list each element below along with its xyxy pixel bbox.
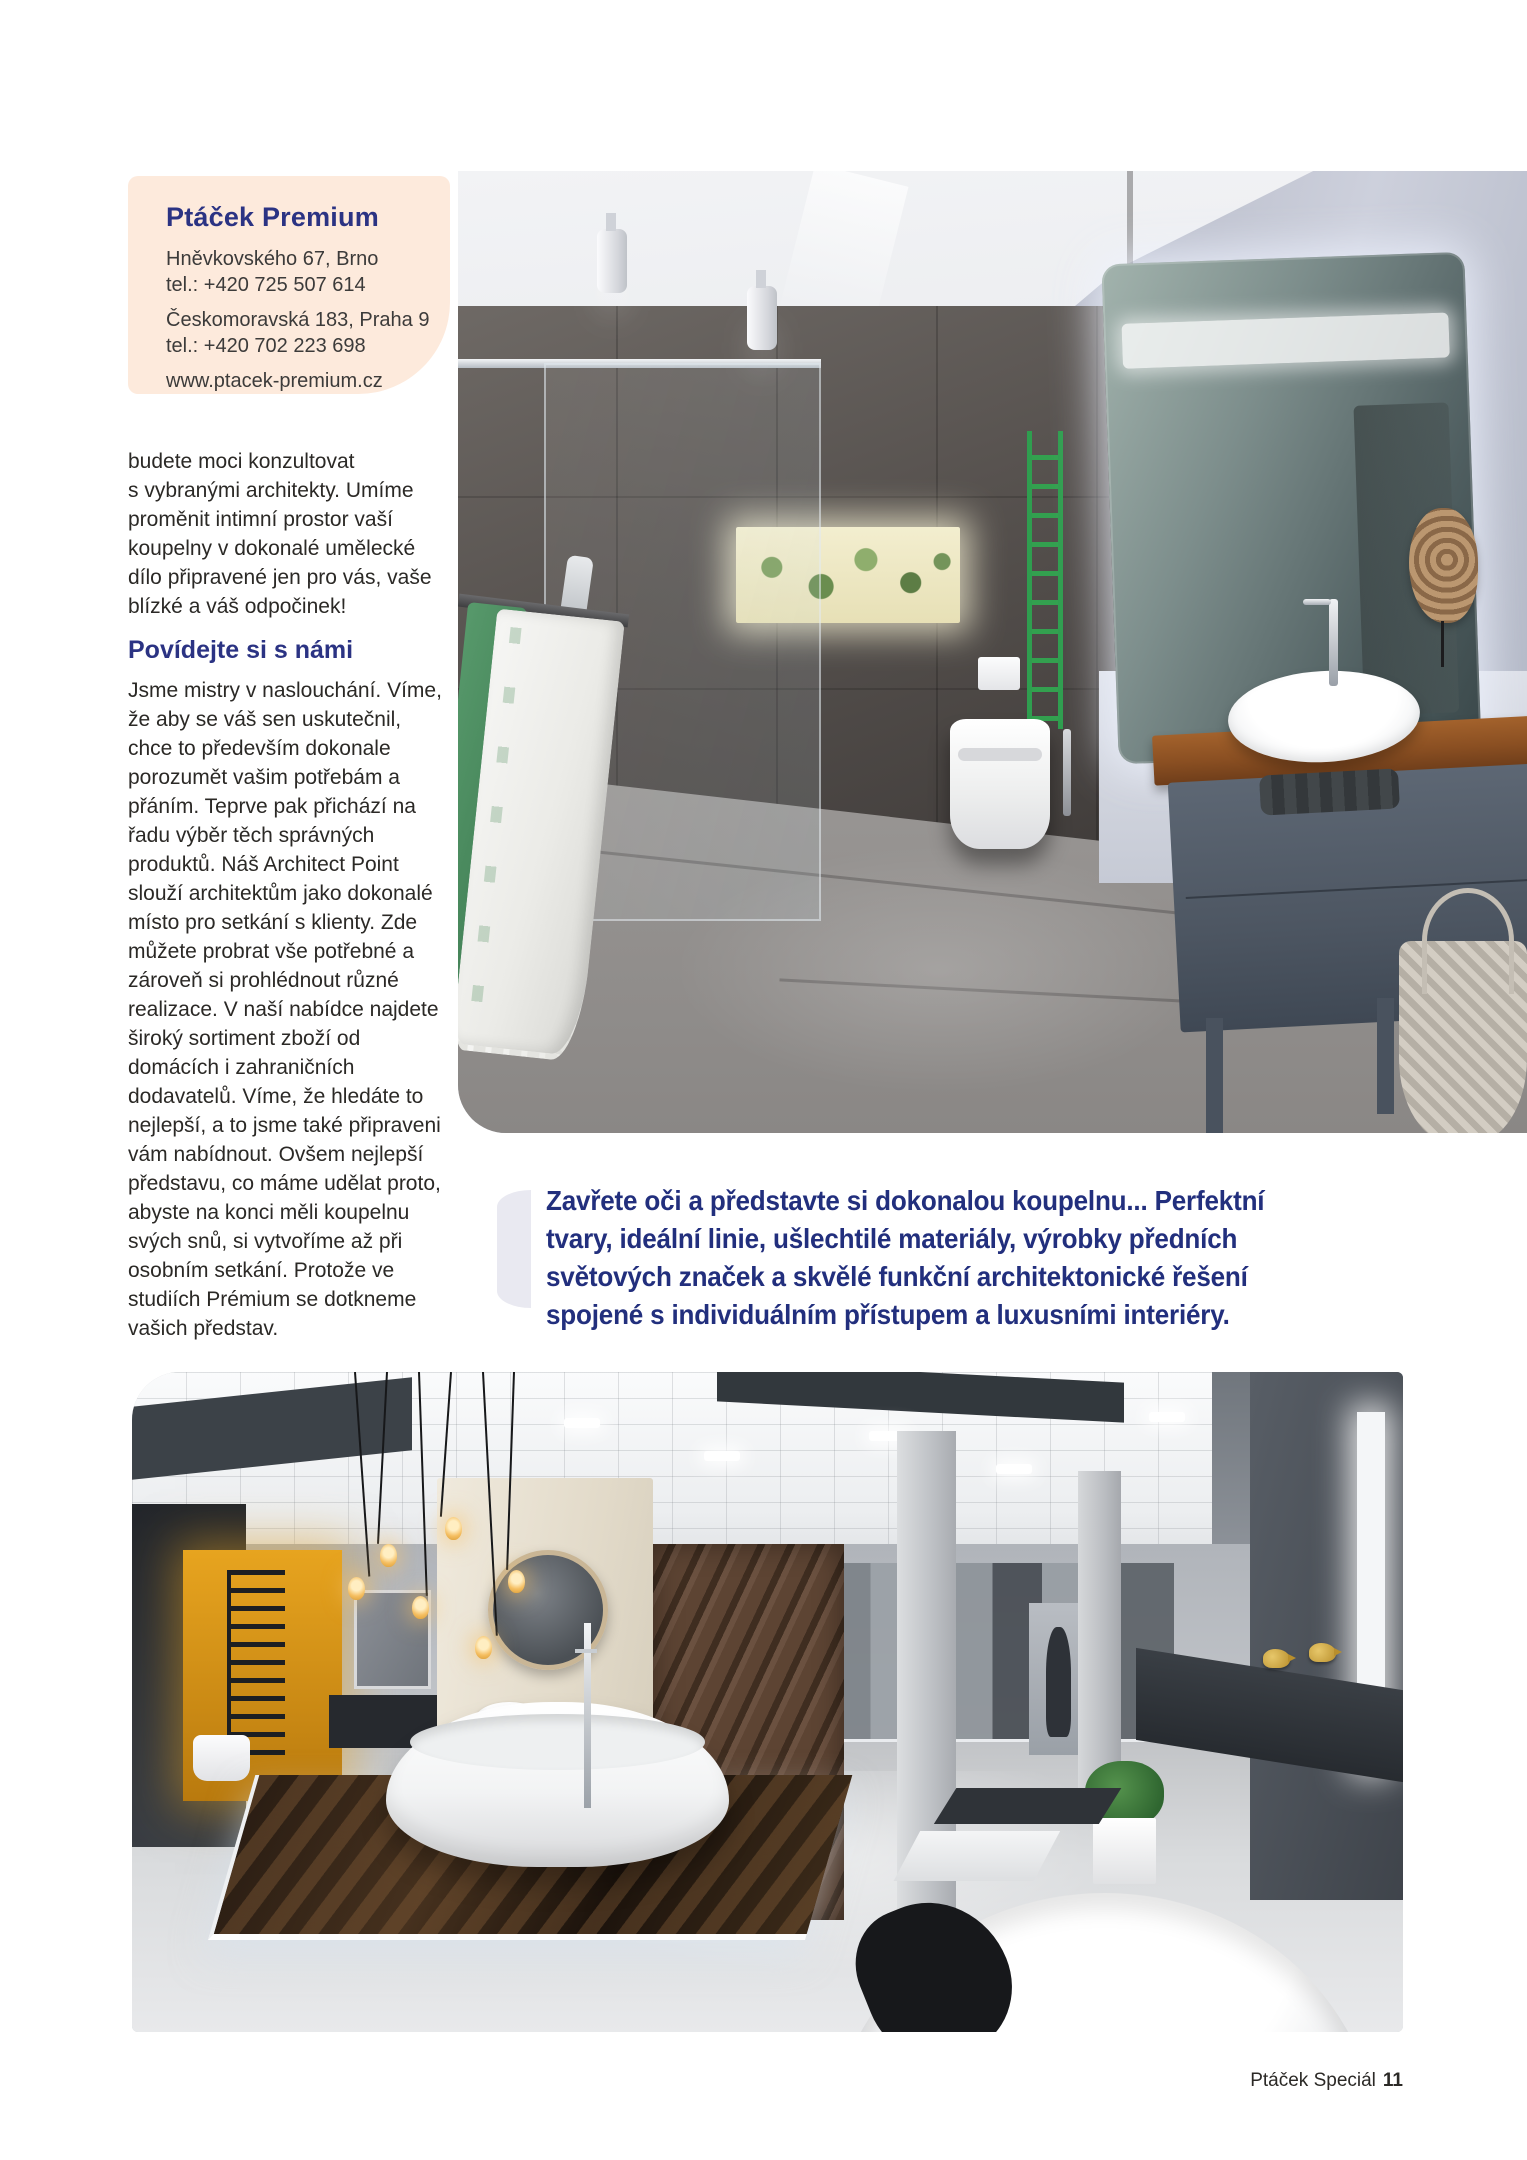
toilet-brush-holder: [1063, 729, 1070, 816]
recessed-light: [704, 1451, 740, 1461]
showroom-column: [1078, 1471, 1121, 1801]
pendant-bulb: [380, 1544, 397, 1567]
footer-brand: Ptáček Speciál: [1250, 2070, 1376, 2091]
info-box-title: Ptáček Premium: [166, 202, 379, 232]
freestanding-bathtub: [386, 1702, 729, 1867]
recessed-light: [564, 1418, 600, 1428]
phone-praha: tel.: +420 702 223 698: [166, 335, 366, 357]
floor-mat: [934, 1788, 1122, 1824]
gold-bird-figurine: [1263, 1649, 1290, 1668]
recessed-light: [996, 1464, 1032, 1474]
ceiling-spotlight: [747, 286, 777, 350]
article-heading: Povídejte si s námi: [128, 636, 354, 664]
ceiling-spotlight: [597, 229, 627, 293]
address-brno: Hněvkovského 67, Brno: [166, 248, 379, 270]
website-text: www.ptacek-premium.cz: [166, 370, 383, 392]
white-planter: [1093, 1818, 1157, 1884]
pendant-bulb: [412, 1596, 429, 1619]
address-praha: Českomoravská 183, Praha 9: [166, 309, 430, 331]
page-number: 11: [1382, 2070, 1403, 2091]
pendant-bulb: [508, 1570, 525, 1593]
spacer: [166, 298, 430, 307]
faucet: [1329, 599, 1338, 686]
storage-basket: [1399, 941, 1527, 1133]
display-toilet: [193, 1735, 250, 1781]
display-step: [894, 1831, 1060, 1881]
pull-quote: Zavřete oči a představte si dokonalou koupelnu... Perfektní tvary, ideální linie, ušlechtilé materiály, výrobky předních světových značek a skvělé funkční architektonické řešení spojené s individuálním přístupem a luxusními interiéry.: [546, 1185, 1265, 1330]
green-towel-ladder: [1027, 431, 1063, 729]
floor-standing-faucet: [584, 1623, 591, 1808]
bathroom-photo: [458, 171, 1527, 1133]
pendant-bulb: [475, 1636, 492, 1659]
phone-brno: tel.: +420 725 507 614: [166, 274, 366, 296]
vanity-leg: [1206, 1018, 1223, 1133]
flush-plate: [978, 657, 1021, 690]
article-column: [128, 447, 450, 1343]
article-paragraph: budete moci konzultovat s vybranými architekty. Umíme proměnit intimní prostor vaší koupelny v dokonalé umělecké dílo připravené jen pro vás, vaše blízké a váš odpočinek!: [128, 450, 432, 618]
distant-display-units: [844, 1563, 1174, 1741]
pendant-bulb: [348, 1577, 365, 1600]
wall-hung-toilet: [950, 719, 1050, 849]
vanity-leg: [1377, 998, 1394, 1113]
spacer: [166, 359, 430, 368]
recessed-light: [1149, 1412, 1185, 1422]
decor-seashell: [1409, 508, 1477, 623]
page-footer: [1250, 2070, 1403, 2092]
showroom-photo: [132, 1372, 1403, 2032]
gold-bird-figurine: [1309, 1643, 1336, 1662]
rolled-towels: [1259, 769, 1400, 817]
quote-decoration: [497, 1190, 531, 1308]
contact-info-box: [128, 176, 450, 394]
article-paragraph: Jsme mistry v naslouchání. Víme, že aby se váš sen uskutečnil, chce to především dokonale porozumět vašim potřebám a přáním. Teprve pak přichází na řadu výběr těch správných produktů. Náš Architect Point slouží architektům jako dokonalé místo pro setkání s klienty. Zde můžete probrat vše potřebné a zároveň si prohlédnout různé realizace. V naší nabídce najdete široký sortiment zboží od domácích i zahraničních dodavatelů. Víme, že hledáte to nejlepší, a to jsme také připraveni vám nabídnout. Ovšem nejlepší představu, co máme udělat proto, abyste na konci měli koupelnu svých snů, si vytvoříme až při osobním setkání. Protože ve studiích Prémium se dotkneme vašich představ.: [128, 679, 442, 1340]
pendant-bulb: [445, 1517, 462, 1540]
